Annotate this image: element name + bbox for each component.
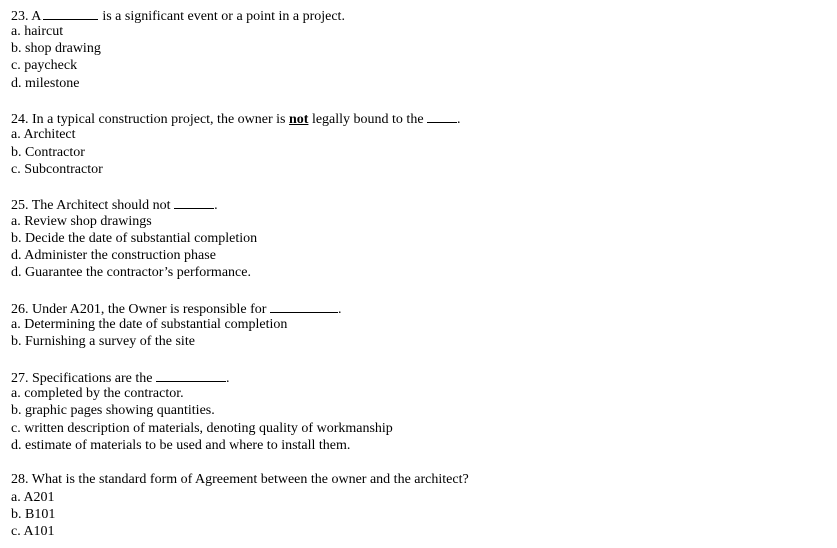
question-23-stem-post: is a significant event or a point in a project. (102, 9, 345, 24)
question-25-option-d: d. Guarantee the contractor’s performance. (11, 265, 251, 280)
question-24-option-a: a. Architect (11, 127, 76, 142)
question-23-option-d: d. milestone (11, 76, 80, 91)
question-27-option-b: b. graphic pages showing quantities. (11, 403, 215, 418)
question-24-stem-mid: legally bound to the (311, 112, 424, 127)
question-24-stem (11, 109, 461, 128)
question-25-option-c: d. Administer the construction phase (11, 248, 216, 263)
question-25-option-b: b. Decide the date of substantial completion (11, 231, 258, 246)
question-24-stem-pre: 24. In a typical construction project, the owner is (11, 112, 286, 127)
question-26-stem-post: . (337, 302, 342, 317)
question-28-option-c: c. A101 (11, 524, 55, 539)
answer-blank (270, 299, 338, 313)
question-26-option-b: b. Furnishing a survey of the site (11, 334, 195, 349)
answer-blank (43, 6, 98, 20)
question-24-option-c: c. Subcontractor (11, 162, 103, 177)
question-25-option-a: a. Review shop drawings (11, 214, 152, 229)
question-24-stem-post: . (457, 112, 461, 127)
question-26-option-a: a. Determining the date of substantial completion (11, 317, 288, 332)
question-23-stem-pre: 23. A (11, 9, 42, 24)
question-28-stem: 28. What is the standard form of Agreement between the owner and the architect? (11, 472, 469, 487)
question-23-option-a: a. haircut (11, 24, 64, 39)
question-23-option-b: b. shop drawing (11, 41, 101, 56)
question-28-option-b: b. B101 (11, 507, 56, 522)
question-27-option-a: a. completed by the contractor. (11, 386, 184, 401)
question-23-option-c: c. paycheck (11, 58, 78, 73)
question-27-stem-pre: 27. Specifications are the (11, 371, 153, 386)
question-25-stem-post: . (214, 198, 218, 213)
answer-blank (174, 195, 214, 209)
question-27-stem-post: . (226, 371, 230, 386)
question-25-stem (11, 195, 218, 214)
question-28-option-a: a. A201 (11, 490, 55, 505)
answer-blank (427, 109, 457, 123)
question-24-emphasis: not (288, 112, 309, 127)
answer-blank (156, 368, 226, 382)
question-26-stem-pre: 26. Under A201, the Owner is responsible for (11, 302, 267, 317)
question-27-option-d: d. estimate of materials to be used and where to install them. (11, 438, 351, 453)
question-27-option-c: c. written description of materials, denoting quality of workmanship (11, 421, 393, 436)
question-25-stem-pre: 25. The Architect should not (11, 198, 171, 213)
question-24-option-b: b. Contractor (11, 145, 85, 160)
